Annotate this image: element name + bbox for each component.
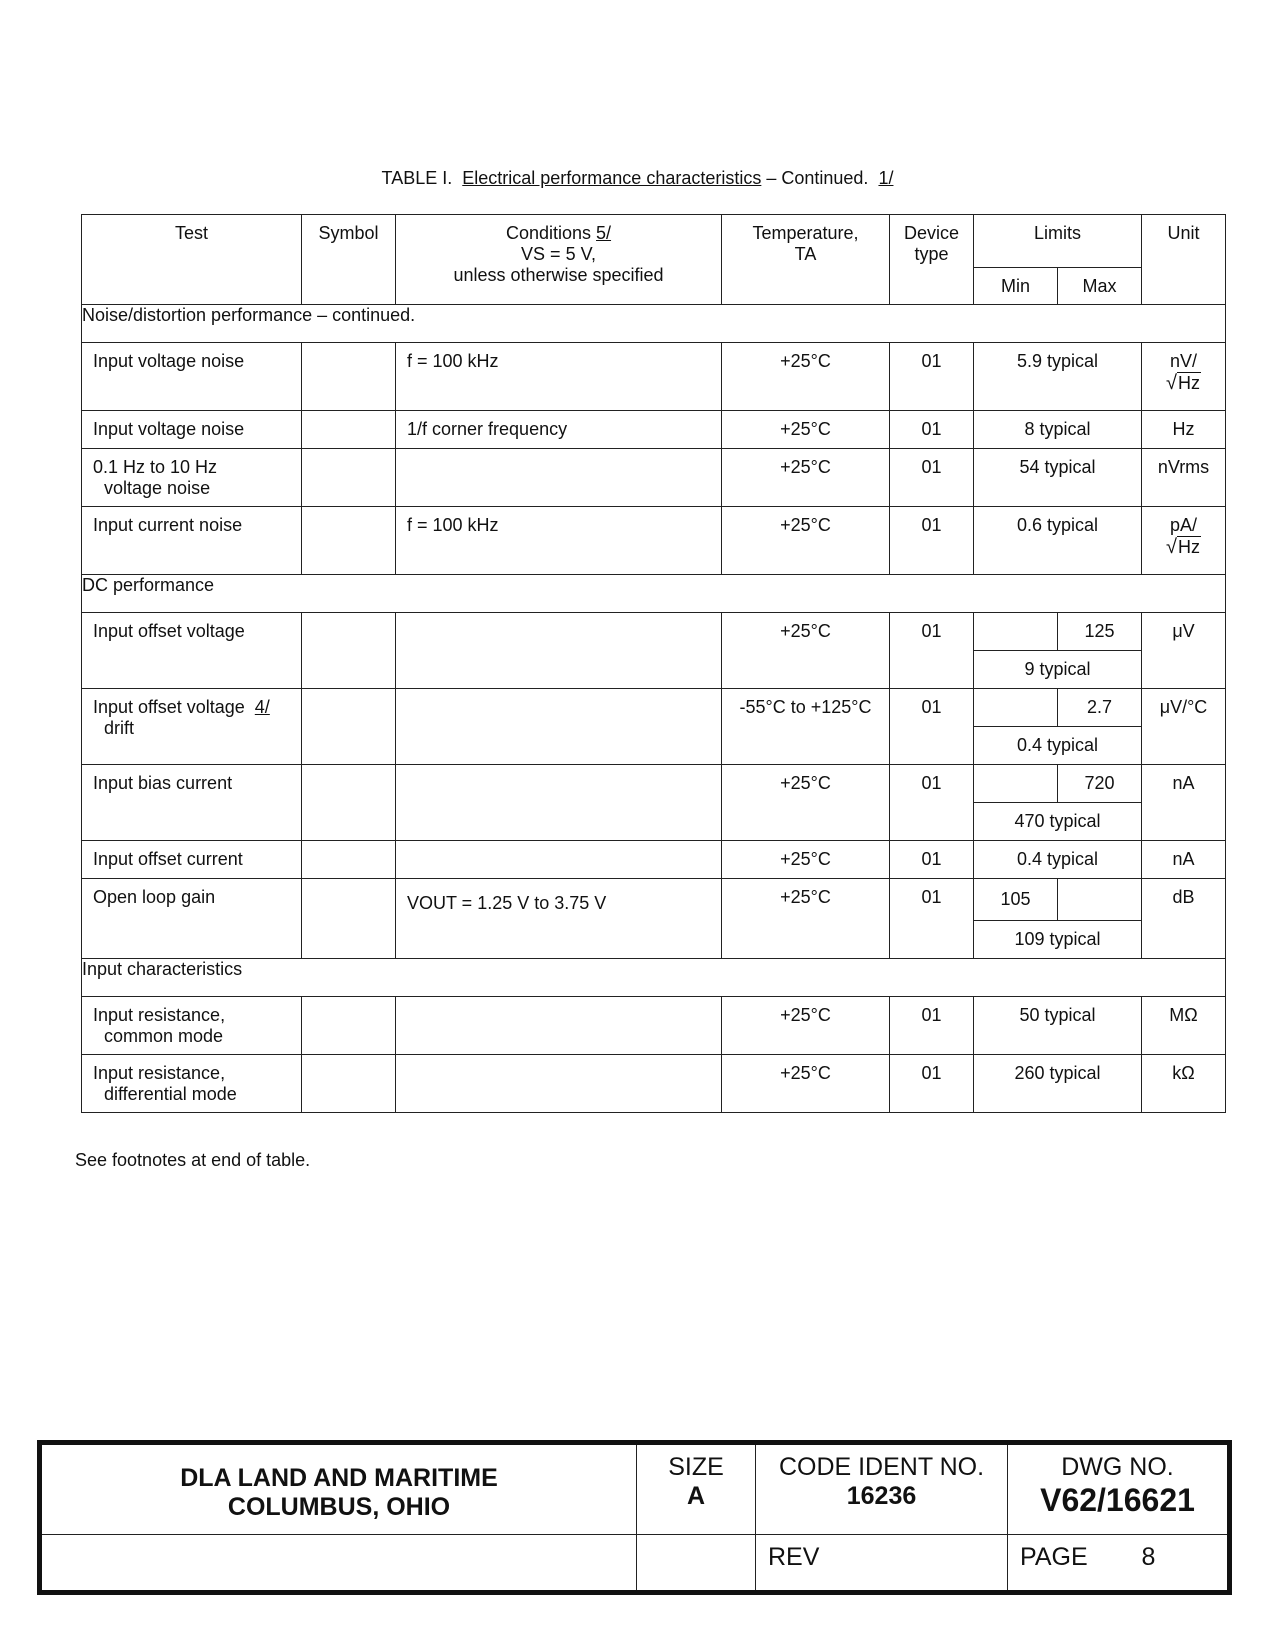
row-min	[974, 613, 1058, 651]
row-test	[82, 997, 302, 1055]
table-row	[82, 1055, 1226, 1113]
row-test: Input offset voltage	[82, 613, 302, 689]
row-device: 01	[890, 765, 974, 841]
row-temperature: +25°C	[722, 879, 890, 959]
row-test-line1: Input offset voltage	[93, 697, 245, 717]
row-temperature: +25°C	[722, 1055, 890, 1113]
code-ident-value: 16236	[846, 1482, 917, 1510]
row-test: Input voltage noise	[82, 343, 302, 411]
organization-line2: COLUMBUS, OHIO	[227, 1492, 451, 1521]
row-conditions: VOUT = 1.25 V to 3.75 V	[396, 879, 722, 959]
header-temperature	[722, 215, 890, 305]
dwg-no-value: V62/16621	[1040, 1482, 1195, 1518]
header-temperature-label: Temperature,	[752, 223, 859, 243]
row-test: Input bias current	[82, 765, 302, 841]
row-max	[1058, 879, 1142, 921]
row-unit: dB	[1142, 879, 1226, 959]
row-temperature: +25°C	[722, 997, 890, 1055]
header-max: Max	[1058, 268, 1142, 305]
organization	[40, 1443, 637, 1535]
row-test	[82, 449, 302, 507]
row-device: 01	[890, 879, 974, 959]
header-conditions	[396, 215, 722, 305]
row-limit: 54 typical	[974, 449, 1142, 507]
row-test-line2: common mode	[104, 1026, 224, 1046]
row-unit: μV/°C	[1142, 689, 1226, 765]
row-symbol	[302, 507, 396, 575]
row-unit: μV	[1142, 613, 1226, 689]
row-limit: 0.4 typical	[974, 841, 1142, 879]
section-dc: DC performance	[82, 575, 1226, 613]
unit-numerator: pA/	[1170, 515, 1198, 535]
row-min	[974, 689, 1058, 727]
row-unit: nA	[1142, 765, 1226, 841]
row-device: 01	[890, 1055, 974, 1113]
row-temperature: +25°C	[722, 411, 890, 449]
footnote: See footnotes at end of table.	[75, 1150, 311, 1170]
row-max: 2.7	[1058, 689, 1142, 727]
row-device: 01	[890, 613, 974, 689]
row-test: Input voltage noise	[82, 411, 302, 449]
row-test-line1: Input resistance,	[93, 1005, 226, 1025]
row-unit: kΩ	[1142, 1055, 1226, 1113]
row-symbol	[302, 879, 396, 959]
table-row	[82, 997, 1226, 1055]
header-unit: Unit	[1142, 215, 1226, 305]
table-caption	[0, 168, 1275, 189]
row-symbol	[302, 765, 396, 841]
header-conditions-line3: unless otherwise specified	[453, 265, 664, 285]
row-unit: nA	[1142, 841, 1226, 879]
section-noise: Noise/distortion performance – continued.	[82, 305, 1226, 343]
section-input: Input characteristics	[82, 959, 1226, 997]
caption-note: 1/	[878, 168, 894, 188]
page-number: 8	[1141, 1542, 1156, 1571]
blank-cell	[637, 1534, 756, 1592]
row-min: 105	[974, 879, 1058, 921]
row-min	[974, 765, 1058, 803]
header-symbol: Symbol	[302, 215, 396, 305]
blank-cell	[40, 1534, 637, 1592]
row-temperature: +25°C	[722, 449, 890, 507]
sqrt-icon: √	[1166, 536, 1177, 558]
row-limit: 50 typical	[974, 997, 1142, 1055]
header-conditions-line2: VS = 5 V,	[521, 244, 596, 264]
title-block	[37, 1440, 1232, 1595]
row-unit: Hz	[1142, 411, 1226, 449]
code-ident-cell	[756, 1443, 1008, 1535]
size-label: SIZE	[668, 1453, 724, 1481]
dwg-no-label: DWG NO.	[1061, 1453, 1174, 1481]
organization-line1: DLA LAND AND MARITIME	[180, 1463, 498, 1492]
header-test: Test	[82, 215, 302, 305]
unit-radicand: Hz	[1178, 373, 1200, 393]
page-cell	[1008, 1534, 1230, 1592]
table-row	[82, 449, 1226, 507]
table-row	[82, 343, 1226, 411]
row-conditions	[396, 449, 722, 507]
unit-radicand: Hz	[1178, 537, 1200, 557]
row-conditions: f = 100 kHz	[396, 343, 722, 411]
row-conditions	[396, 613, 722, 689]
row-temperature: +25°C	[722, 507, 890, 575]
row-conditions: 1/f corner frequency	[396, 411, 722, 449]
row-test-line1: 0.1 Hz to 10 Hz	[93, 457, 218, 477]
row-conditions	[396, 689, 722, 765]
caption-title: Electrical performance characteristics	[462, 168, 762, 188]
row-device: 01	[890, 841, 974, 879]
row-test-note: 4/	[254, 697, 270, 717]
row-device: 01	[890, 343, 974, 411]
row-typical: 470 typical	[974, 803, 1142, 841]
dwg-no-cell	[1008, 1443, 1230, 1535]
table-row	[82, 841, 1226, 879]
row-device: 01	[890, 449, 974, 507]
row-device: 01	[890, 507, 974, 575]
row-test-line2: differential mode	[104, 1084, 237, 1104]
row-test	[82, 1055, 302, 1113]
row-limit: 5.9 typical	[974, 343, 1142, 411]
row-conditions	[396, 997, 722, 1055]
table-row	[82, 613, 1226, 651]
row-temperature: +25°C	[722, 765, 890, 841]
row-symbol	[302, 411, 396, 449]
table-row	[82, 765, 1226, 803]
row-device: 01	[890, 411, 974, 449]
row-limit: 260 typical	[974, 1055, 1142, 1113]
caption-prefix: TABLE I.	[381, 168, 453, 188]
row-conditions	[396, 1055, 722, 1113]
row-temperature: +25°C	[722, 343, 890, 411]
header-conditions-label: Conditions	[505, 223, 592, 243]
row-max: 720	[1058, 765, 1142, 803]
row-device: 01	[890, 689, 974, 765]
row-unit: nVrms	[1142, 449, 1226, 507]
header-conditions-note: 5/	[596, 223, 612, 243]
row-conditions: f = 100 kHz	[396, 507, 722, 575]
row-symbol	[302, 613, 396, 689]
row-temperature: +25°C	[722, 841, 890, 879]
performance-table	[81, 214, 1226, 1113]
row-symbol	[302, 1055, 396, 1113]
code-ident-label: CODE IDENT NO.	[778, 1453, 985, 1481]
sqrt-icon: √	[1166, 372, 1177, 394]
row-symbol	[302, 997, 396, 1055]
row-unit	[1142, 343, 1226, 411]
table-row	[82, 411, 1226, 449]
row-limit: 0.6 typical	[974, 507, 1142, 575]
row-max: 125	[1058, 613, 1142, 651]
caption-suffix: – Continued.	[761, 168, 869, 188]
page-label: PAGE	[1020, 1542, 1088, 1571]
header-limits: Limits	[974, 215, 1142, 268]
row-test-line2: drift	[104, 718, 135, 738]
table-row	[82, 507, 1226, 575]
row-temperature: -55°C to +125°C	[722, 689, 890, 765]
row-conditions	[396, 765, 722, 841]
row-test: Input offset current	[82, 841, 302, 879]
row-conditions	[396, 841, 722, 879]
row-typical: 9 typical	[974, 651, 1142, 689]
size-cell	[637, 1443, 756, 1535]
row-test	[82, 689, 302, 765]
sqrt-hz	[1166, 536, 1201, 559]
row-device: 01	[890, 997, 974, 1055]
header-device-type	[890, 215, 974, 305]
header-device-type-1: Device	[903, 223, 960, 243]
row-test-line1: Input resistance,	[93, 1063, 226, 1083]
table-row	[82, 689, 1226, 727]
sqrt-hz	[1166, 372, 1201, 395]
table-row	[82, 879, 1226, 921]
unit-numerator: nV/	[1170, 351, 1198, 371]
row-temperature: +25°C	[722, 613, 890, 689]
row-typical: 0.4 typical	[974, 727, 1142, 765]
row-symbol	[302, 841, 396, 879]
row-symbol	[302, 689, 396, 765]
header-min: Min	[974, 268, 1058, 305]
header-temperature-symbol: TA	[794, 244, 817, 264]
row-symbol	[302, 449, 396, 507]
row-unit: MΩ	[1142, 997, 1226, 1055]
row-typical: 109 typical	[974, 921, 1142, 959]
row-test-line2: voltage noise	[104, 478, 211, 498]
row-test: Input current noise	[82, 507, 302, 575]
row-test: Open loop gain	[82, 879, 302, 959]
header-device-type-2: type	[914, 244, 949, 264]
row-limit: 8 typical	[974, 411, 1142, 449]
size-value: A	[686, 1482, 706, 1510]
row-unit	[1142, 507, 1226, 575]
rev-label: REV	[756, 1534, 1008, 1592]
row-symbol	[302, 343, 396, 411]
